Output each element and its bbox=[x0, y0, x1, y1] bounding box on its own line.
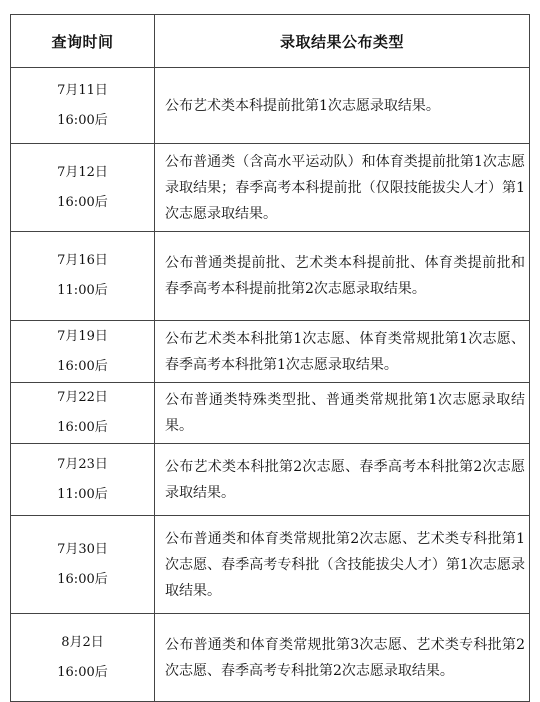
query-date: 7月16日 bbox=[57, 253, 108, 268]
query-hour: 16:00后 bbox=[57, 112, 108, 128]
query-hour: 16:00后 bbox=[57, 664, 108, 680]
result-description: 公布艺术类本科批第1次志愿、体育类常规批第1次志愿、春季高考本科批第1次志愿录取结果。 bbox=[155, 321, 530, 383]
table-row bbox=[11, 144, 530, 232]
query-date: 7月22日 bbox=[57, 390, 108, 405]
table-row bbox=[11, 383, 530, 444]
query-date: 7月12日 bbox=[57, 164, 108, 180]
table-row bbox=[11, 321, 530, 383]
table-row bbox=[11, 614, 530, 702]
query-time-cell bbox=[11, 383, 155, 444]
query-time-cell bbox=[11, 68, 155, 144]
results-schedule-table bbox=[10, 14, 530, 702]
header-result-type: 录取结果公布类型 bbox=[155, 15, 530, 68]
result-description: 公布艺术类本科提前批第1次志愿录取结果。 bbox=[155, 68, 530, 144]
query-date: 7月30日 bbox=[57, 541, 108, 557]
query-hour: 11:00后 bbox=[57, 283, 108, 298]
table-header-row bbox=[11, 15, 530, 68]
query-date: 7月11日 bbox=[57, 82, 108, 98]
result-description: 公布普通类提前批、艺术类本科提前批、体育类提前批和春季高考本科提前批第2次志愿录取结果。 bbox=[155, 232, 530, 321]
query-time-cell bbox=[11, 144, 155, 232]
result-description: 公布普通类和体育类常规批第3次志愿、艺术类专科批第2次志愿、春季高考专科批第2次志愿录取结果。 bbox=[155, 614, 530, 702]
query-hour: 16:00后 bbox=[57, 571, 108, 587]
query-date: 7月23日 bbox=[57, 456, 108, 472]
table-row bbox=[11, 444, 530, 516]
result-description: 公布普通类特殊类型批、普通类常规批第1次志愿录取结果。 bbox=[155, 383, 530, 444]
query-hour: 16:00后 bbox=[57, 420, 108, 435]
result-description: 公布普通类和体育类常规批第2次志愿、艺术类专科批第1次志愿、春季高考专科批（含技能拔尖人才）第1次志愿录取结果。 bbox=[155, 516, 530, 614]
table-row bbox=[11, 232, 530, 321]
result-description: 公布普通类（含高水平运动队）和体育类提前批第1次志愿录取结果；春季高考本科提前批（仅限技能拔尖人才）第1次志愿录取结果。 bbox=[155, 144, 530, 232]
query-hour: 11:00后 bbox=[57, 486, 108, 502]
result-description: 公布艺术类本科批第2次志愿、春季高考本科批第2次志愿录取结果。 bbox=[155, 444, 530, 516]
query-time-cell bbox=[11, 516, 155, 614]
table-row bbox=[11, 516, 530, 614]
query-time-cell bbox=[11, 232, 155, 321]
query-time-cell bbox=[11, 614, 155, 702]
query-date: 8月2日 bbox=[61, 634, 104, 650]
query-date: 7月19日 bbox=[57, 328, 108, 344]
header-query-time: 查询时间 bbox=[11, 15, 155, 68]
table-row bbox=[11, 68, 530, 144]
query-hour: 16:00后 bbox=[57, 194, 108, 210]
query-time-cell bbox=[11, 321, 155, 383]
query-hour: 16:00后 bbox=[57, 358, 108, 374]
query-time-cell bbox=[11, 444, 155, 516]
